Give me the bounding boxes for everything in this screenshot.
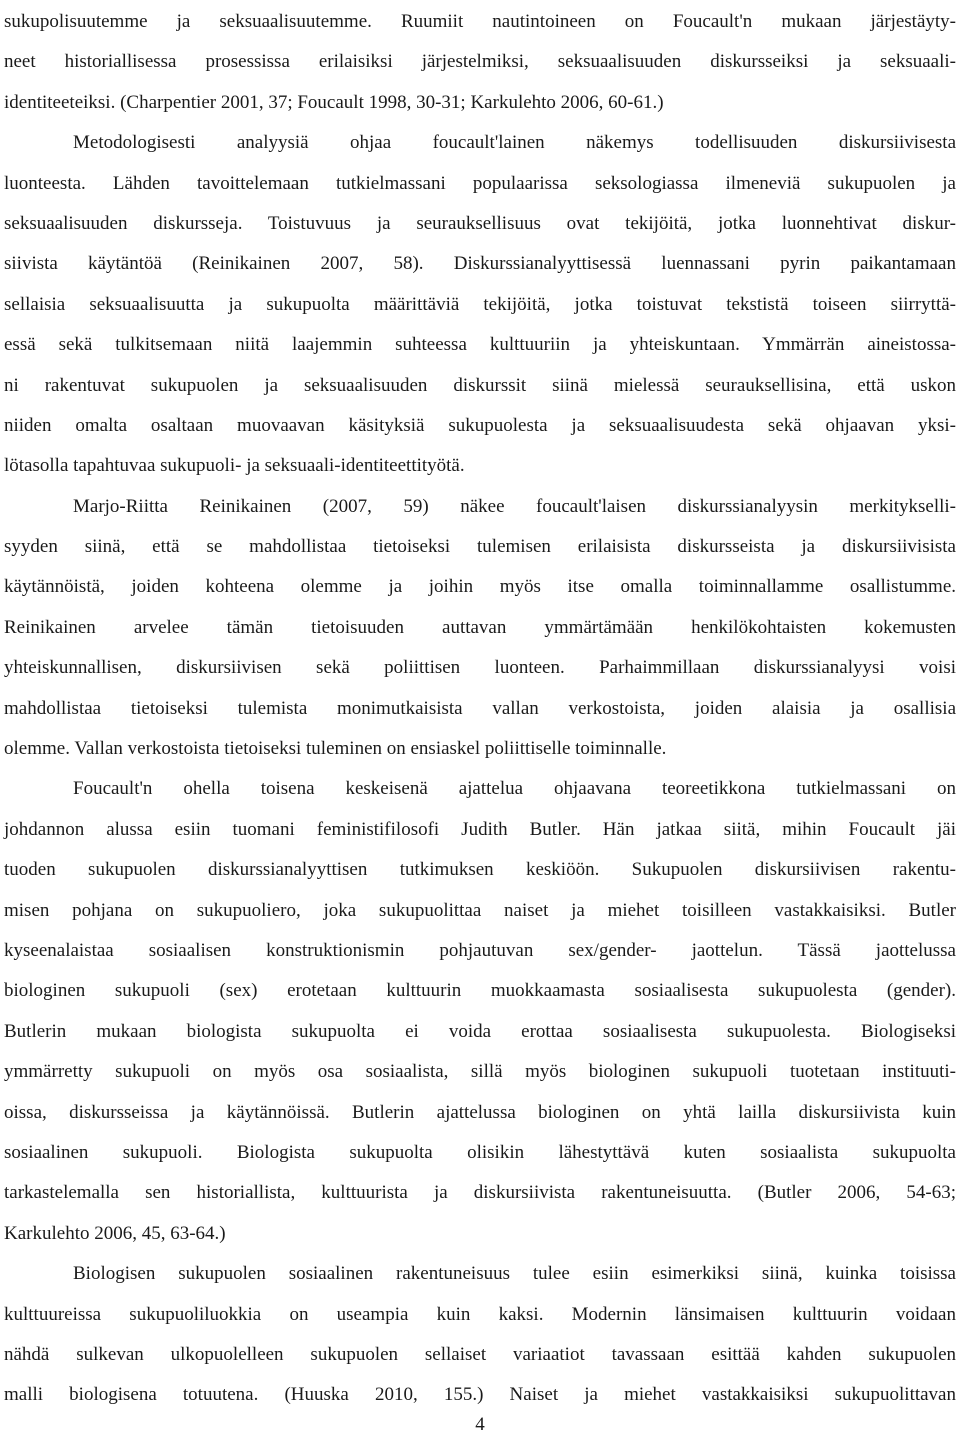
text-line: Butlerin mukaan biologista sukupuolta ei voida erottaa sosiaalisesta sukupuolesta. Biologiseksi xyxy=(4,1020,956,1042)
text-line: neet historiallisessa prosessissa erilaisiksi järjestelmiksi, seksuaalisuuden diskursseiksi ja seksuaali- xyxy=(4,51,956,73)
text-line: oissa, diskursseissa ja käytännöissä. Butlerin ajattelussa biologinen on yhtä lailla diskursiivista kuin xyxy=(4,1101,956,1123)
text-line: Foucault'n ohella toisena keskeisenä ajattelua ohjaavana teoreetikkona tutkielmassani on xyxy=(73,778,956,800)
text-line: essä sekä tulkitsemaan niitä laajemmin suhteessa kulttuuriin ja yhteiskuntaan. Ymmärrän aineistossa- xyxy=(4,334,956,356)
paragraph xyxy=(4,1254,956,1416)
text-line: seksuaalisuuden diskursseja. Toistuvuus ja seurauksellisuus ovat tekijöitä, jotka luonnehtivat diskur- xyxy=(4,212,956,234)
text-line: syyden siinä, että se mahdollistaa tietoiseksi tulemisen erilaisista diskursseista ja diskursiivisista xyxy=(4,536,956,558)
paragraph xyxy=(4,2,956,123)
text-line: tuoden sukupuolen diskurssianalyyttisen tutkimuksen keskiöön. Sukupuolen diskursiivisen rakentu- xyxy=(4,859,956,881)
text-line: niiden omalta osaltaan muovaavan käsityksiä sukupuolesta ja seksuaalisuudesta sekä ohjaavan yksi- xyxy=(4,414,956,436)
paragraph xyxy=(4,487,956,770)
page-number: 4 xyxy=(475,1414,485,1435)
text-line: ni rakentuvat sukupuolen ja seksuaalisuuden diskurssit siinä mielessä seurauksellisina, että uskon xyxy=(4,374,956,396)
text-line: identiteeteiksi. (Charpentier 2001, 37; Foucault 1998, 30-31; Karkulehto 2006, 60-61.) xyxy=(4,91,664,113)
text-line: Reinikainen arvelee tämän tietoisuuden auttavan ymmärtämään henkilökohtaisten kokemusten xyxy=(4,616,956,638)
text-line: olemme. Vallan verkostoista tietoiseksi tuleminen on ensiaskel poliittiselle toiminnalle. xyxy=(4,738,667,760)
paragraph xyxy=(4,769,956,1254)
text-line: misen pohjana on sukupuoliero, joka sukupuolittaa naiset ja miehet toisilleen vastakkaisiksi. Butler xyxy=(4,899,956,921)
text-line: sukupolisuutemme ja seksuaalisuutemme. Ruumiit nautintoineen on Foucault'n mukaan järjestäyty- xyxy=(4,11,956,32)
paragraph xyxy=(4,123,956,487)
text-line: käytännöistä, joiden kohteena olemme ja joihin myös itse omalla toiminnallamme osallistumme. xyxy=(4,576,956,598)
text-line: sellaisia seksuaalisuutta ja sukupuolta määrittäviä tekijöitä, jotka toistuvat tekstistä toiseen siirryttä- xyxy=(4,293,956,315)
text-line: luonteesta. Lähden tavoittelemaan tutkielmassani populaarissa seksologiassa ilmeneviä sukupuolen ja xyxy=(4,172,956,194)
text-line: lötasolla tapahtuvaa sukupuoli- ja seksuaali-identiteettityötä. xyxy=(4,455,465,477)
text-line: mahdollistaa tietoiseksi tulemista monimutkaisista vallan verkostoista, joiden alaisia ja osallisia xyxy=(4,697,956,719)
text-line: kulttuureissa sukupuoliluokkia on useampia kuin kaksi. Modernin länsimaisen kulttuurin voidaan xyxy=(4,1303,956,1325)
text-line: sosiaalinen sukupuoli. Biologista sukupuolta olisikin lähestyttävä kuten sosiaalista sukupuolta xyxy=(4,1141,956,1163)
text-line: Karkulehto 2006, 45, 63-64.) xyxy=(4,1222,226,1244)
text-line: ymmärretty sukupuoli on myös osa sosiaalista, sillä myös biologinen sukupuoli tuotetaan instituuti- xyxy=(4,1061,956,1083)
text-line: malli biologisena totuutena. (Huuska 2010, 155.) Naiset ja miehet vastakkaisiksi sukupuolittavan xyxy=(4,1384,956,1406)
body-text xyxy=(4,2,956,1416)
text-line: nähdä sulkevan ulkopuolelleen sukupuolen sellaiset variaatiot tavassaan esittää kahden sukupuolen xyxy=(4,1343,956,1365)
text-line: Marjo-Riitta Reinikainen (2007, 59) näkee foucault'laisen diskurssianalyysin merkitykselli- xyxy=(73,495,956,517)
text-line: yhteiskunnallisen, diskursiivisen sekä poliittisen luonteen. Parhaimmillaan diskurssianalyysi voisi xyxy=(4,657,956,679)
text-line: Biologisen sukupuolen sosiaalinen rakentuneisuus tulee esiin esimerkiksi siinä, kuinka toisissa xyxy=(73,1263,956,1285)
text-line: johdannon alussa esiin tuomani feministifilosofi Judith Butler. Hän jatkaa siitä, mihin Foucault jäi xyxy=(4,818,956,840)
text-line: siivista käytäntöä (Reinikainen 2007, 58). Diskurssianalyyttisessä luennassani pyrin paikantamaan xyxy=(4,253,956,275)
text-line: kyseenalaistaa sosiaalisen konstruktionismin pohjautuvan sex/gender- jaottelun. Tässä jaottelussa xyxy=(4,939,956,961)
text-line: Metodologisesti analyysiä ohjaa foucault'lainen näkemys todellisuuden diskursiivisesta xyxy=(73,132,956,154)
text-line: tarkastelemalla sen historiallista, kulttuurista ja diskursiivista rakentuneisuutta. (Butler 2006, 54-63; xyxy=(4,1182,956,1204)
text-line: biologinen sukupuoli (sex) erotetaan kulttuurin muokkaamasta sosiaalisesta sukupuolesta (gender). xyxy=(4,980,956,1002)
